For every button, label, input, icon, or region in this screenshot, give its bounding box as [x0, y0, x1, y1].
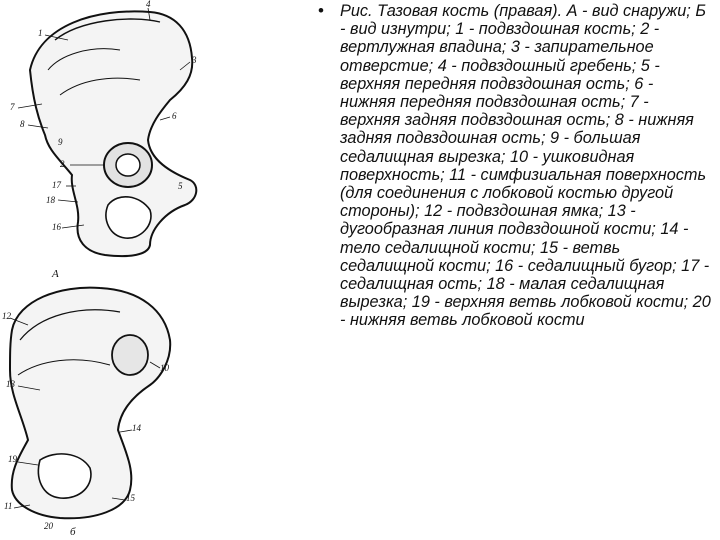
figure-label-3: 3 — [192, 55, 197, 65]
figure-label-4: 4 — [146, 0, 151, 9]
figure-label-16: 16 — [52, 222, 61, 232]
figure-label-19: 19 — [8, 454, 17, 464]
figure-label-10: 10 — [160, 363, 169, 373]
caption-block — [318, 2, 713, 330]
view-letter-b: б — [70, 526, 76, 538]
figure-label-18: 18 — [46, 195, 55, 205]
figure-label-12: 12 — [2, 311, 11, 321]
figure-label-9: 9 — [58, 137, 63, 147]
figure-label-15: 15 — [126, 493, 135, 503]
bullet-marker: • — [318, 1, 324, 20]
figure-label-13: 13 — [6, 379, 15, 389]
figure-label-2: 2 — [60, 159, 65, 169]
figure-label-1: 1 — [38, 28, 43, 38]
bone-view-interior — [10, 288, 170, 519]
bone-drawing-svg — [0, 0, 300, 540]
figure-label-14: 14 — [132, 423, 141, 433]
figure-label-11: 11 — [4, 501, 13, 511]
figure-label-6: 6 — [172, 111, 177, 121]
figure-caption-text: Рис. Тазовая кость (правая). А - вид снаружи; Б - вид изнутри; 1 - подвздошная кость; 2 - вертлужная впадина; 3 - запирательное отверстие; 4 - подвздошный гребень; 5 - верхняя передняя подвздошная ость; 6 - нижняя передняя подвздошная ость; 7 - верхняя задняя подвздошная ость; 8 - нижняя задняя подвздошная ость; 9 - большая седалищная вырезка; 10 - ушковидная поверхность; 11 - симфизиальная поверхность (для соединения с лобковой костью другой стороны); 12 - подвздошная ямка; 13 - дугообразная линия подвздошной кости; 14 - тело седалищной кости; 15 - ветвь седалищной кости; 16 - седалищный бугор; 17 - седалищная ость; 18 - малая седалищная вырезка; 19 - верхняя ветвь лобковой кости; 20 - нижняя ветвь лобковой кости — [340, 2, 711, 330]
figure-label-20: 20 — [44, 521, 53, 531]
bone-view-exterior — [30, 11, 196, 256]
figure-label-5: 5 — [178, 181, 183, 191]
figure-label-17: 17 — [52, 180, 61, 190]
pelvic-bone-illustration — [0, 0, 300, 540]
figure-label-7: 7 — [10, 102, 15, 112]
view-letter-a: А — [52, 268, 59, 280]
figure-label-8: 8 — [20, 119, 25, 129]
